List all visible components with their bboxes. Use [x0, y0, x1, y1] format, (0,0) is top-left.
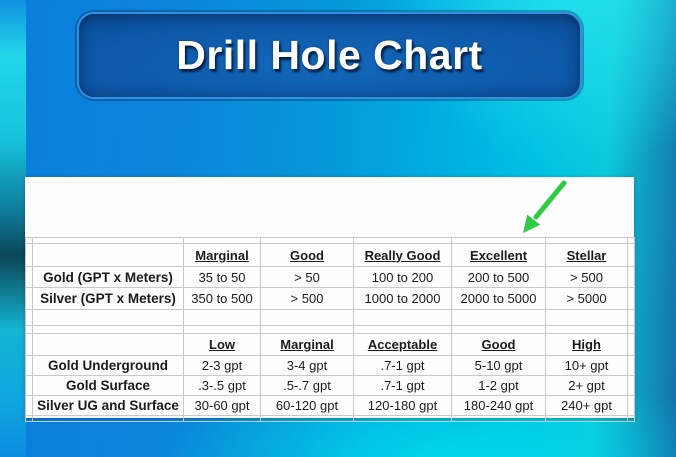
cell-value: > 500 — [261, 288, 354, 310]
table2-header-low: Low — [184, 334, 261, 356]
table1-header-marginal: Marginal — [184, 244, 261, 267]
cell-value: .7-1 gpt — [354, 356, 452, 376]
empty-cell — [184, 326, 261, 334]
cell-value: 240+ gpt — [546, 396, 628, 416]
empty-cell — [261, 416, 354, 422]
cell-value: 10+ gpt — [546, 356, 628, 376]
empty-cell — [628, 288, 635, 310]
table2-header-high: High — [546, 334, 628, 356]
title-banner — [77, 12, 582, 99]
table2-header-good: Good — [452, 334, 546, 356]
empty-cell — [628, 376, 635, 396]
cell-value: .7-1 gpt — [354, 376, 452, 396]
cell-value: > 500 — [546, 267, 628, 288]
cell-value: 30-60 gpt — [184, 396, 261, 416]
empty-cell — [26, 334, 33, 356]
empty-cell — [26, 310, 33, 326]
empty-cell — [628, 334, 635, 356]
empty-cell — [546, 416, 628, 422]
table1-header-good: Good — [261, 244, 354, 267]
grade-grid — [25, 237, 635, 422]
table1-header-really-good: Really Good — [354, 244, 452, 267]
table-row-gold-gpt — [26, 267, 635, 288]
empty-cell — [26, 267, 33, 288]
table-row-gold-underground — [26, 356, 635, 376]
empty-cell — [628, 267, 635, 288]
table2-header-blank — [33, 334, 184, 356]
grid-sliver-row — [26, 416, 635, 422]
row-label: Gold (GPT x Meters) — [33, 267, 184, 288]
table-row-silver-ug-surface — [26, 396, 635, 416]
cell-value: 60-120 gpt — [261, 396, 354, 416]
empty-cell — [628, 310, 635, 326]
cell-value: .5-.7 gpt — [261, 376, 354, 396]
empty-cell — [184, 310, 261, 326]
empty-cell — [452, 326, 546, 334]
table1-header-stellar: Stellar — [546, 244, 628, 267]
empty-cell — [628, 244, 635, 267]
cell-value: > 5000 — [546, 288, 628, 310]
table1-header-blank — [33, 244, 184, 267]
empty-cell — [354, 416, 452, 422]
empty-cell — [628, 356, 635, 376]
table1-header-row — [26, 244, 635, 267]
cell-value: .3-.5 gpt — [184, 376, 261, 396]
slide-edge-stripe — [0, 0, 26, 457]
row-label: Gold Surface — [33, 376, 184, 396]
empty-cell — [628, 326, 635, 334]
cell-value: 3-4 gpt — [261, 356, 354, 376]
empty-cell — [354, 310, 452, 326]
cell-value: 120-180 gpt — [354, 396, 452, 416]
cell-value: 1000 to 2000 — [354, 288, 452, 310]
grid-spacer-row — [26, 310, 635, 326]
row-label: Silver UG and Surface — [33, 396, 184, 416]
row-label: Gold Underground — [33, 356, 184, 376]
cell-value: 350 to 500 — [184, 288, 261, 310]
table2-header-acceptable: Acceptable — [354, 334, 452, 356]
empty-cell — [628, 396, 635, 416]
green-annotation-arrow-icon — [515, 178, 573, 240]
empty-cell — [26, 416, 33, 422]
cell-value: 200 to 500 — [452, 267, 546, 288]
table2-header-marginal: Marginal — [261, 334, 354, 356]
empty-cell — [33, 310, 184, 326]
empty-cell — [261, 326, 354, 334]
row-label: Silver (GPT x Meters) — [33, 288, 184, 310]
table-row-gold-surface — [26, 376, 635, 396]
grid-sliver-row — [26, 326, 635, 334]
cell-value: 2000 to 5000 — [452, 288, 546, 310]
empty-cell — [184, 416, 261, 422]
table-row-silver-gpt — [26, 288, 635, 310]
empty-cell — [26, 356, 33, 376]
empty-cell — [26, 326, 33, 334]
empty-cell — [452, 416, 546, 422]
empty-cell — [546, 326, 628, 334]
empty-cell — [26, 244, 33, 267]
cell-value: 100 to 200 — [354, 267, 452, 288]
cell-value: 1-2 gpt — [452, 376, 546, 396]
table1-header-excellent: Excellent — [452, 244, 546, 267]
cell-value: 35 to 50 — [184, 267, 261, 288]
page-title: Drill Hole Chart — [176, 32, 483, 78]
empty-cell — [354, 326, 452, 334]
empty-cell — [33, 326, 184, 334]
cell-value: 2+ gpt — [546, 376, 628, 396]
empty-cell — [26, 288, 33, 310]
cell-value: > 50 — [261, 267, 354, 288]
cell-value: 5-10 gpt — [452, 356, 546, 376]
cell-value: 2-3 gpt — [184, 356, 261, 376]
cell-value: 180-240 gpt — [452, 396, 546, 416]
empty-cell — [452, 310, 546, 326]
empty-cell — [628, 416, 635, 422]
empty-cell — [261, 310, 354, 326]
table2-header-row — [26, 334, 635, 356]
empty-cell — [26, 376, 33, 396]
empty-cell — [33, 416, 184, 422]
empty-cell — [26, 396, 33, 416]
empty-cell — [546, 310, 628, 326]
